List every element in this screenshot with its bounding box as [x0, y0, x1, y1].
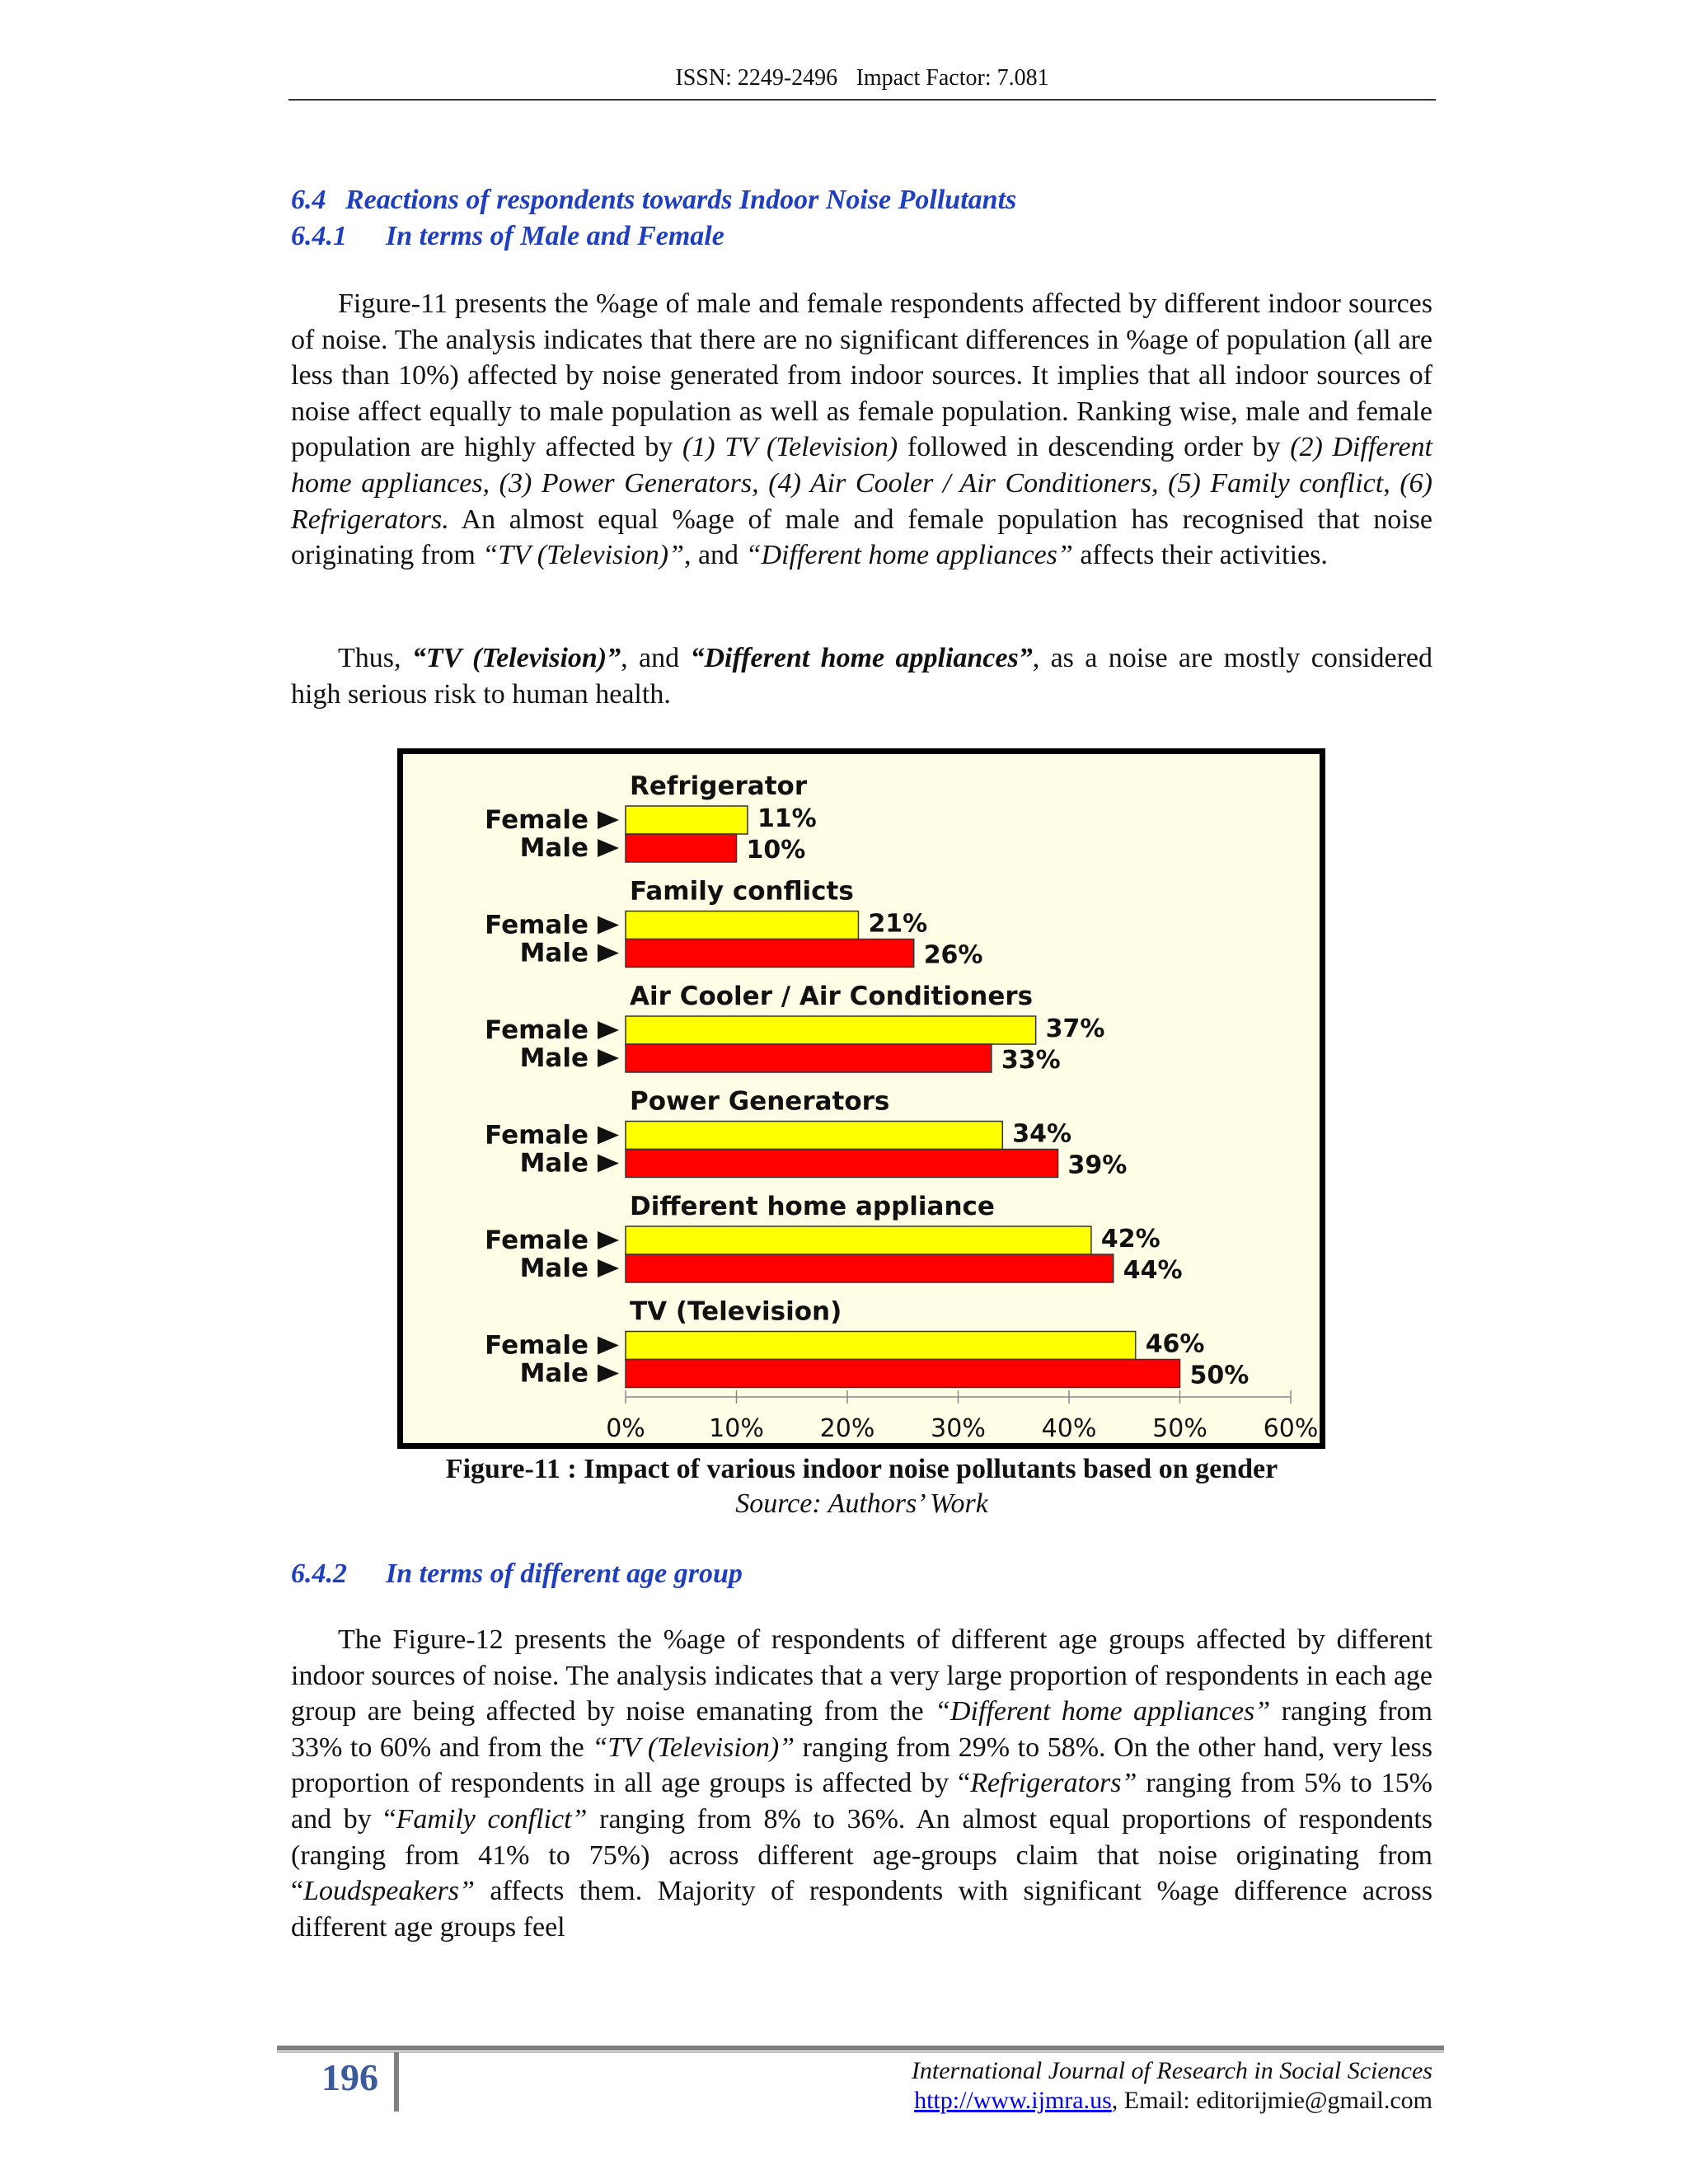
text-run: The Figure-12 presents the %age of respondents of different age groups affected by different indoor sources of noise. The analysis indicates that a very large proportion of respondents in each age group are being affected by noise emanating from the [291, 1624, 1432, 1727]
section-number: 6.4.2 [291, 1558, 347, 1589]
text-run: , [1383, 467, 1400, 499]
series-label: Male [519, 1148, 588, 1179]
section-heading-6-4-1 [291, 221, 724, 252]
footer-divider [394, 2052, 399, 2111]
value-label-female: 46% [1145, 1329, 1205, 1359]
footer-contact [914, 2087, 1432, 2115]
section-number: 6.4 [291, 185, 326, 215]
x-tick-label: 0% [606, 1414, 645, 1443]
bar-female [626, 1122, 1002, 1150]
x-tick-label: 60% [1263, 1414, 1319, 1443]
group-title: Refrigerator [630, 771, 808, 801]
x-tick-label: 10% [709, 1414, 764, 1443]
value-label-male: 44% [1123, 1256, 1183, 1285]
text-run: followed in descending order by [898, 432, 1291, 463]
text-run: affects their activities. [1072, 540, 1328, 571]
email-text: , Email: editorijmie@gmail.com [1111, 2087, 1432, 2114]
text-run: , and [683, 540, 746, 571]
figure-source: Source: Authors’ Work [735, 1488, 988, 1519]
value-label-male: 39% [1067, 1151, 1128, 1180]
text-run: ranging from 5% to 15% and by “ [291, 1768, 1432, 1835]
italic-run: (2) Different home appliances, (3) Power Generators, (4) Air Cooler / Air Conditioners, (5) Family conflict [291, 432, 1432, 499]
section-title: In terms of Male and Female [386, 221, 724, 251]
figure-11-chart [397, 748, 1325, 1449]
x-tick-label: 50% [1152, 1414, 1207, 1443]
arrow-icon [598, 1337, 619, 1355]
paragraph-age-group-analysis [291, 1622, 1432, 1945]
page-number: 196 [321, 2056, 378, 2098]
section-heading-6-4-2 [291, 1558, 743, 1590]
page-header [288, 63, 1436, 101]
value-label-female: 21% [868, 909, 928, 939]
value-label-female: 34% [1012, 1119, 1072, 1149]
series-label: Female [485, 1015, 588, 1045]
italic-run: “Different home appliances” [935, 1696, 1271, 1727]
issn-impact-text: ISSN: 2249-2496Impact Factor: 7.081 [675, 65, 1049, 91]
italic-run: Refrigerators” [970, 1768, 1137, 1799]
arrow-icon [598, 916, 619, 935]
series-label: Female [485, 1226, 588, 1255]
bar-male [626, 1150, 1058, 1178]
section-title: Reactions of respondents towards Indoor Noise Pollutants [345, 185, 1017, 215]
italic-run: “Different home appliances” [745, 540, 1073, 571]
series-label: Female [485, 805, 588, 835]
value-label-male: 10% [746, 836, 806, 865]
value-label-female: 42% [1100, 1225, 1160, 1254]
bar-female [626, 912, 858, 940]
text-run: ranging from 29% to 58%. On the other hand, very less proportion of respondents in all age groups is affected by “ [291, 1732, 1432, 1799]
value-label-female: 37% [1045, 1015, 1105, 1043]
series-label: Male [519, 1254, 588, 1283]
paragraph-gender-analysis [291, 286, 1432, 574]
arrow-icon [598, 1155, 619, 1173]
italic-run: (6) Refrigerators. [291, 467, 1432, 535]
x-tick-label: 30% [931, 1414, 986, 1443]
text-run: An almost equal %age of male and female population has recognised that noise originating from [291, 504, 1432, 571]
figure-caption: Figure-11 : Impact of various indoor noise pollutants based on gender [445, 1454, 1278, 1484]
bar-male [626, 1254, 1114, 1282]
bold-italic-run: “TV (Television)” [411, 643, 621, 673]
arrow-icon [598, 811, 619, 829]
text-run: , and [621, 643, 691, 673]
arrow-icon [598, 1049, 619, 1067]
journal-name: International Journal of Research in Social Sciences [911, 2057, 1432, 2084]
text-run: affects them. Majority of respondents with significant %age difference across different age groups feel [291, 1876, 1432, 1943]
series-label: Male [519, 1043, 588, 1073]
bar-female [626, 1332, 1136, 1360]
text-run: Thus, [338, 643, 412, 673]
x-tick-label: 20% [819, 1414, 875, 1443]
footer-rule [277, 2046, 1444, 2050]
section-number: 6.4.1 [291, 221, 347, 251]
bar-male [626, 834, 737, 862]
italic-run: Loudspeakers” [303, 1876, 475, 1907]
bar-male [626, 940, 914, 968]
arrow-icon [598, 839, 619, 857]
bar-male [626, 1360, 1180, 1388]
bar-female [626, 806, 748, 834]
italic-run: Family conflict” [396, 1803, 588, 1835]
series-label: Female [485, 910, 588, 940]
series-label: Male [519, 938, 588, 968]
group-title: Power Generators [630, 1086, 890, 1117]
footer-rule-thin [277, 2051, 1444, 2053]
section-title: In terms of different age group [386, 1558, 743, 1589]
arrow-icon [598, 1259, 619, 1277]
text-run: ranging from 8% to 36%. An almost equal proportions of respondents (ranging from 41% to 75%) across different age-groups claim that noise originating from “ [291, 1803, 1432, 1907]
arrow-icon [598, 944, 619, 963]
value-label-male: 50% [1189, 1361, 1250, 1390]
text-run: Figure-11 presents the %age of male and female respondents affected by different indoor sources of noise. The analysis indicates that there are no significant differences in %age of population (all are less than 10%) affected by noise generated from indoor sources. It implies that all indoor sources of noise affect equally to male population as well as female population. Ranking wise, male and female population are highly affected by [291, 288, 1432, 463]
group-title: TV (Television) [630, 1296, 842, 1327]
bar-female [626, 1016, 1036, 1044]
x-tick-label: 40% [1041, 1414, 1097, 1443]
series-label: Female [485, 1120, 588, 1151]
series-label: Female [485, 1330, 588, 1361]
italic-run: “TV (Television)” [482, 540, 684, 571]
italic-run: “TV (Television)” [592, 1732, 795, 1763]
bar-chart-svg [403, 754, 1320, 1443]
value-label-male: 33% [1001, 1046, 1061, 1075]
arrow-icon [598, 1365, 619, 1383]
group-title: Different home appliance [630, 1192, 995, 1221]
arrow-icon [598, 1231, 619, 1249]
value-label-female: 11% [757, 804, 817, 833]
bar-male [626, 1044, 992, 1072]
series-label: Male [519, 1358, 588, 1389]
journal-url-link[interactable]: http://www.ijmra.us [914, 2087, 1112, 2114]
bar-female [626, 1226, 1091, 1254]
group-title: Family conflicts [630, 876, 854, 907]
section-heading-6-4 [291, 185, 1016, 216]
series-label: Male [519, 833, 588, 863]
bold-italic-run: “Different home appliances” [690, 643, 1033, 673]
paragraph-conclusion [291, 640, 1432, 712]
arrow-icon [598, 1021, 619, 1039]
group-title: Air Cooler / Air Conditioners [630, 982, 1034, 1011]
text-run: ranging from 33% to 60% and from the [291, 1696, 1432, 1763]
italic-run: (1) TV (Television) [682, 432, 898, 463]
text-run: , as a noise are mostly considered high serious risk to human health. [291, 643, 1433, 710]
arrow-icon [598, 1127, 619, 1145]
value-label-male: 26% [923, 940, 983, 970]
